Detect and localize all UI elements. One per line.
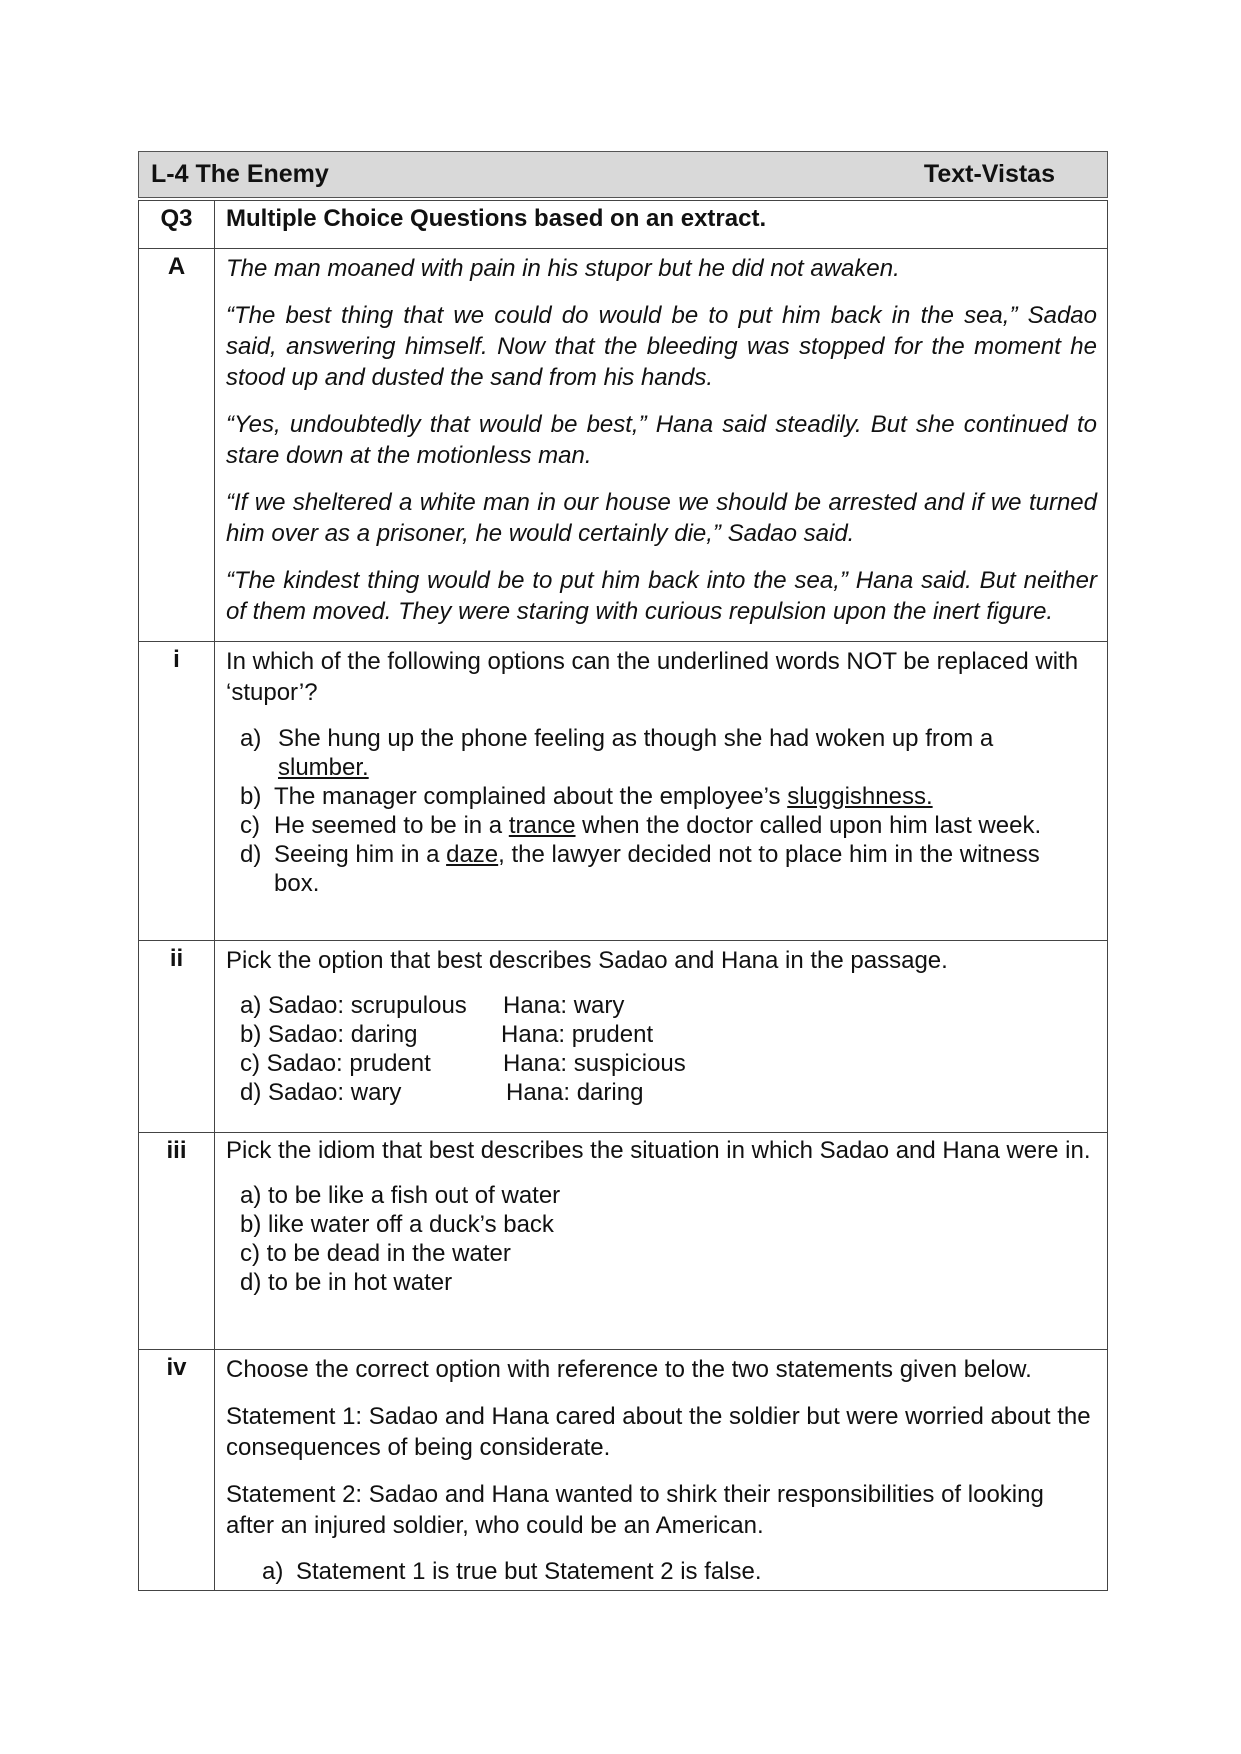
option-a-continued: slumber. — [278, 754, 369, 781]
option-d: d) to be in hot water — [240, 1269, 453, 1296]
option-c: c) Sadao: prudent Hana: suspicious — [240, 1050, 686, 1077]
question-row-iii — [139, 1133, 1108, 1350]
statement-1: Statement 1: Sadao and Hana cared about the soldier but were worried about the consequences of being considerate. — [226, 1403, 1091, 1461]
question-table — [138, 200, 1108, 1591]
options-list — [226, 992, 1097, 1108]
question-row-ii — [139, 941, 1108, 1133]
extract-passage — [215, 249, 1108, 642]
option-a: a) Statement 1 is true but Statement 2 is false. — [262, 1558, 762, 1585]
question-text: Pick the idiom that best describes the situation in which Sadao and Hana were in. — [226, 1137, 1091, 1164]
q3-number: Q3 — [139, 201, 215, 249]
extract-paragraph: “Yes, undoubtedly that would be best,” Hana said steadily. But she continued to stare down at the motionless man. — [226, 411, 1097, 469]
question-body — [215, 642, 1108, 941]
options-list — [226, 1181, 1097, 1297]
option-d: d) Sadao: wary Hana: daring — [240, 1079, 644, 1106]
option-d: d) Seeing him in a daze, the lawyer decided not to place him in the witness — [240, 841, 1040, 868]
book-name: Text-Vistas — [923, 160, 1055, 188]
question-text: Choose the correct option with reference to the two statements given below. — [226, 1356, 1032, 1383]
extract-paragraph: “The best thing that we could do would be to put him back in the sea,” Sadao said, answering himself. Now that the bleeding was stopped for the moment he stood up and dusted the sand from his hands. — [226, 302, 1097, 391]
option-c: c) He seemed to be in a trance when the doctor called upon him last week. — [240, 812, 1042, 839]
question-label: iii — [139, 1133, 215, 1350]
extract-label: A — [139, 249, 215, 642]
option-a: a) to be like a fish out of water — [240, 1182, 561, 1209]
question-body — [215, 1350, 1108, 1591]
options-list — [226, 724, 1097, 898]
q3-instruction: Multiple Choice Questions based on an extract. — [215, 201, 1108, 249]
extract-paragraph: “If we sheltered a white man in our house we should be arrested and if we turned him over as a prisoner, he would certainly die,” Sadao said. — [226, 489, 1097, 547]
option-a: a) She hung up the phone feeling as though she had woken up from a — [240, 725, 994, 752]
question-body — [215, 941, 1108, 1133]
option-d-continued: box. — [274, 870, 320, 897]
option-a: a) Sadao: scrupulous Hana: wary — [240, 992, 625, 1019]
question-text: Pick the option that best describes Sadao and Hana in the passage. — [226, 947, 948, 974]
statement-2: Statement 2: Sadao and Hana wanted to shirk their responsibilities of looking after an injured soldier, who could be an American. — [226, 1481, 1044, 1539]
question-label: ii — [139, 941, 215, 1133]
extract-paragraph: The man moaned with pain in his stupor but he did not awaken. — [226, 255, 900, 282]
question-text: In which of the following options can the underlined words NOT be replaced with ‘stupor’? — [226, 648, 1079, 706]
question-label: i — [139, 642, 215, 941]
question-label: iv — [139, 1350, 215, 1591]
option-b: b) Sadao: daring Hana: prudent — [240, 1021, 654, 1048]
extract-paragraph: “The kindest thing would be to put him back into the sea,” Hana said. But neither of them moved. They were staring with curious repulsion upon the inert figure. — [226, 567, 1097, 625]
option-c: c) to be dead in the water — [240, 1240, 511, 1267]
q3-row — [139, 201, 1108, 249]
extract-row — [139, 249, 1108, 642]
lesson-header — [138, 151, 1108, 198]
question-row-i — [139, 642, 1108, 941]
question-body — [215, 1133, 1108, 1350]
question-row-iv — [139, 1350, 1108, 1591]
lesson-title: L-4 The Enemy — [151, 160, 329, 188]
option-b: b) The manager complained about the employee’s sluggishness. — [240, 783, 933, 810]
option-b: b) like water off a duck’s back — [240, 1211, 554, 1238]
